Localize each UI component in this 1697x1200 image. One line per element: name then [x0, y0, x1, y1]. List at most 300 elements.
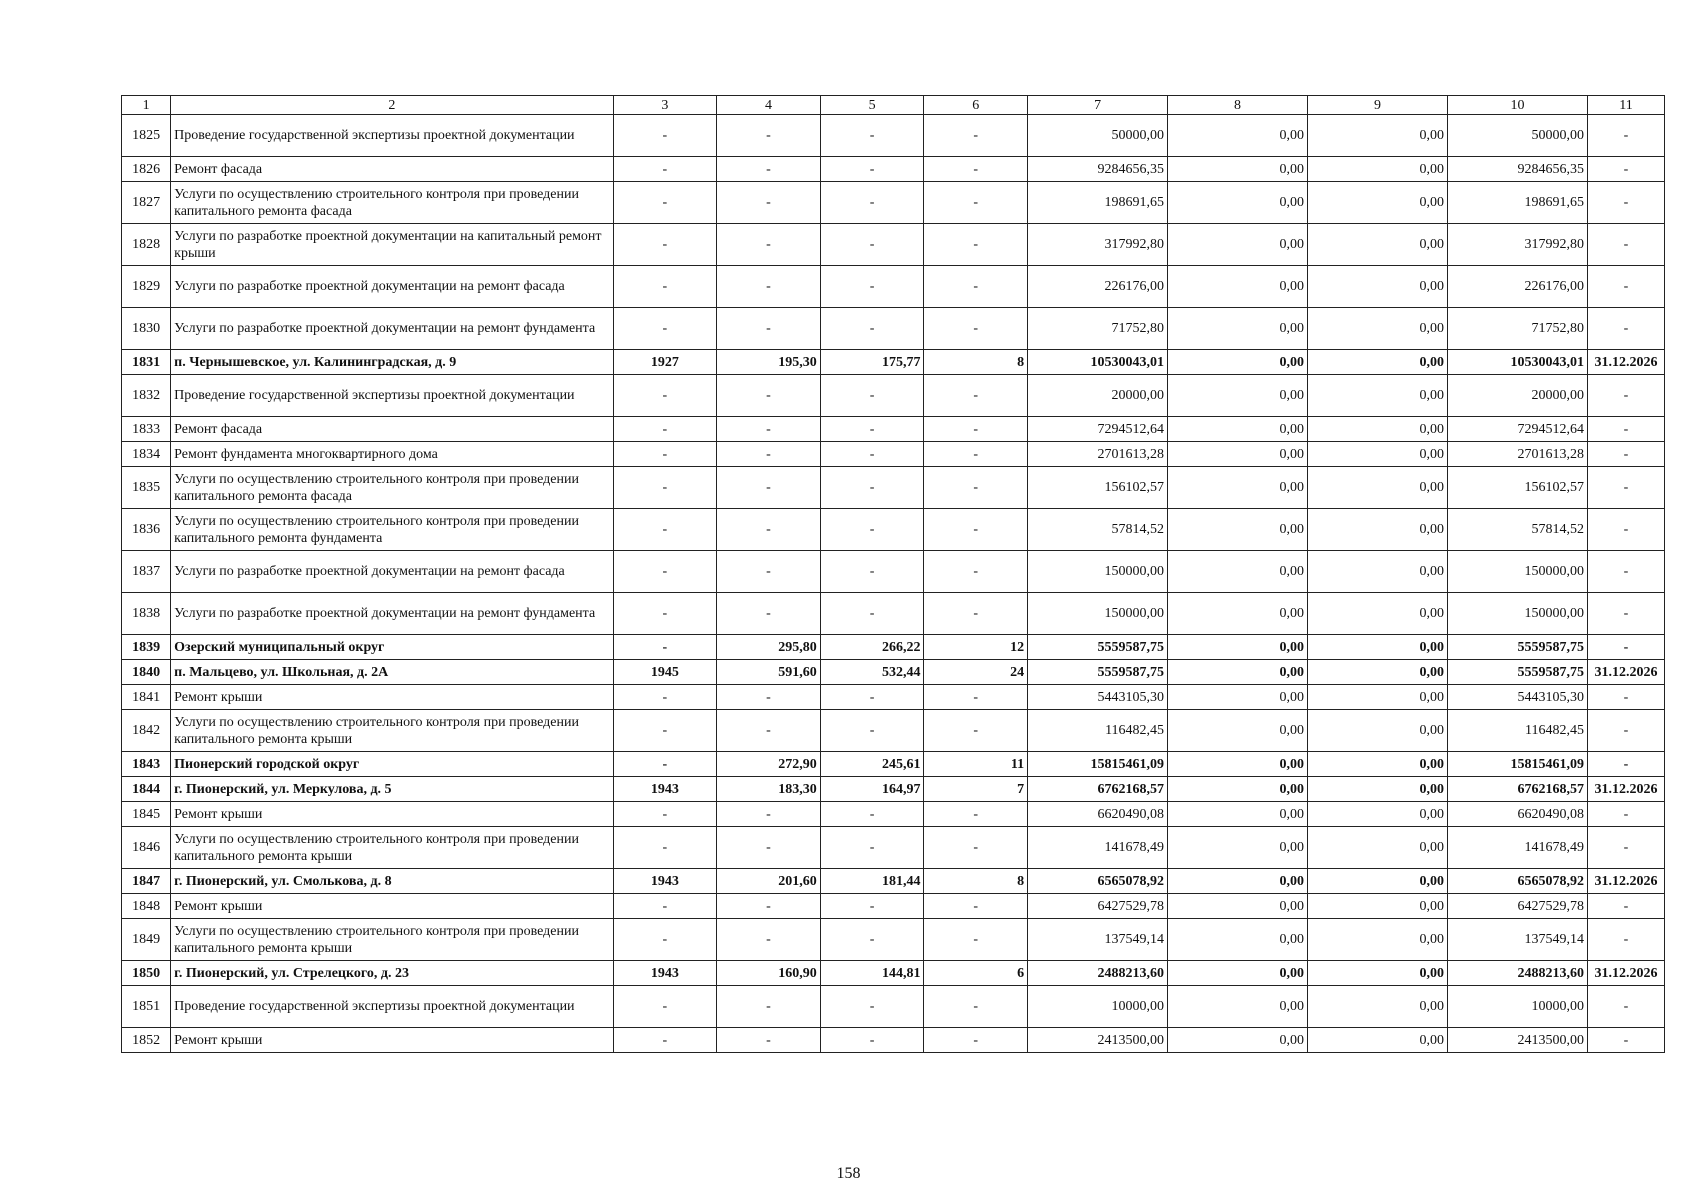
- work-description-cell: Услуги по осуществлению строительного контроля при проведении капитального ремонта крыши: [171, 919, 613, 961]
- residents-count-cell: -: [924, 919, 1028, 961]
- cost-budget-cell: 0,00: [1308, 752, 1448, 777]
- build-year-cell: -: [613, 442, 717, 467]
- build-year-cell: -: [613, 635, 717, 660]
- area-living-cell: 175,77: [820, 350, 924, 375]
- row-number-cell: 1836: [122, 509, 171, 551]
- cost-fund-cell: 0,00: [1168, 417, 1308, 442]
- completion-date-cell: -: [1587, 182, 1664, 224]
- area-total-cell: -: [717, 551, 821, 593]
- area-total-cell: -: [717, 182, 821, 224]
- cost-budget-cell: 0,00: [1308, 115, 1448, 157]
- column-header: 8: [1168, 96, 1308, 115]
- cost-total-cell: 10000,00: [1028, 986, 1168, 1028]
- work-description-cell: Услуги по разработке проектной документации на ремонт фасада: [171, 266, 613, 308]
- cost-budget-cell: 0,00: [1308, 802, 1448, 827]
- cost-fund-cell: 0,00: [1168, 157, 1308, 182]
- area-living-cell: -: [820, 593, 924, 635]
- page-number: 158: [836, 1165, 861, 1182]
- residents-count-cell: -: [924, 308, 1028, 350]
- column-header: 3: [613, 96, 717, 115]
- area-total-cell: -: [717, 157, 821, 182]
- completion-date-cell: 31.12.2026: [1587, 660, 1664, 685]
- completion-date-cell: -: [1587, 551, 1664, 593]
- row-number-cell: 1844: [122, 777, 171, 802]
- area-total-cell: -: [717, 685, 821, 710]
- work-description-cell: Ремонт крыши: [171, 685, 613, 710]
- residents-count-cell: 24: [924, 660, 1028, 685]
- area-living-cell: -: [820, 115, 924, 157]
- area-total-cell: 201,60: [717, 869, 821, 894]
- build-year-cell: -: [613, 593, 717, 635]
- residents-count-cell: -: [924, 710, 1028, 752]
- build-year-cell: -: [613, 182, 717, 224]
- cost-owners-cell: 116482,45: [1447, 710, 1587, 752]
- completion-date-cell: -: [1587, 752, 1664, 777]
- completion-date-cell: -: [1587, 442, 1664, 467]
- area-living-cell: -: [820, 802, 924, 827]
- cost-owners-cell: 2701613,28: [1447, 442, 1587, 467]
- residents-count-cell: -: [924, 157, 1028, 182]
- area-total-cell: -: [717, 308, 821, 350]
- column-number-row: [122, 96, 1665, 115]
- row-number-cell: 1829: [122, 266, 171, 308]
- cost-budget-cell: 0,00: [1308, 710, 1448, 752]
- cost-fund-cell: 0,00: [1168, 752, 1308, 777]
- area-total-cell: -: [717, 1028, 821, 1053]
- cost-owners-cell: 50000,00: [1447, 115, 1587, 157]
- completion-date-cell: -: [1587, 802, 1664, 827]
- area-living-cell: -: [820, 442, 924, 467]
- area-total-cell: -: [717, 919, 821, 961]
- build-year-cell: -: [613, 685, 717, 710]
- build-year-cell: -: [613, 157, 717, 182]
- column-header: 1: [122, 96, 171, 115]
- capital-repair-table: [121, 95, 1665, 1053]
- cost-fund-cell: 0,00: [1168, 802, 1308, 827]
- cost-total-cell: 6620490,08: [1028, 802, 1168, 827]
- work-description-cell: п. Чернышевское, ул. Калининградская, д. 9: [171, 350, 613, 375]
- completion-date-cell: -: [1587, 986, 1664, 1028]
- area-total-cell: -: [717, 986, 821, 1028]
- column-header: 6: [924, 96, 1028, 115]
- residents-count-cell: -: [924, 266, 1028, 308]
- cost-budget-cell: 0,00: [1308, 635, 1448, 660]
- cost-budget-cell: 0,00: [1308, 308, 1448, 350]
- cost-total-cell: 156102,57: [1028, 467, 1168, 509]
- completion-date-cell: -: [1587, 635, 1664, 660]
- table-row: [122, 685, 1665, 710]
- table-row: [122, 375, 1665, 417]
- cost-owners-cell: 6762168,57: [1447, 777, 1587, 802]
- area-living-cell: -: [820, 710, 924, 752]
- row-number-cell: 1845: [122, 802, 171, 827]
- cost-owners-cell: 5559587,75: [1447, 635, 1587, 660]
- cost-owners-cell: 141678,49: [1447, 827, 1587, 869]
- cost-total-cell: 15815461,09: [1028, 752, 1168, 777]
- row-number-cell: 1851: [122, 986, 171, 1028]
- cost-budget-cell: 0,00: [1308, 551, 1448, 593]
- work-description-cell: г. Пионерский, ул. Смолькова, д. 8: [171, 869, 613, 894]
- area-living-cell: 144,81: [820, 961, 924, 986]
- completion-date-cell: 31.12.2026: [1587, 350, 1664, 375]
- row-number-cell: 1827: [122, 182, 171, 224]
- build-year-cell: 1927: [613, 350, 717, 375]
- area-living-cell: -: [820, 224, 924, 266]
- row-number-cell: 1840: [122, 660, 171, 685]
- cost-budget-cell: 0,00: [1308, 417, 1448, 442]
- completion-date-cell: 31.12.2026: [1587, 961, 1664, 986]
- work-description-cell: Услуги по осуществлению строительного контроля при проведении капитального ремонта фундамента: [171, 509, 613, 551]
- cost-fund-cell: 0,00: [1168, 961, 1308, 986]
- cost-owners-cell: 6620490,08: [1447, 802, 1587, 827]
- area-total-cell: -: [717, 224, 821, 266]
- cost-total-cell: 116482,45: [1028, 710, 1168, 752]
- area-living-cell: 164,97: [820, 777, 924, 802]
- cost-budget-cell: 0,00: [1308, 919, 1448, 961]
- area-living-cell: -: [820, 1028, 924, 1053]
- area-total-cell: 160,90: [717, 961, 821, 986]
- cost-fund-cell: 0,00: [1168, 115, 1308, 157]
- area-living-cell: -: [820, 509, 924, 551]
- build-year-cell: -: [613, 1028, 717, 1053]
- work-description-cell: Услуги по осуществлению строительного контроля при проведении капитального ремонта крыши: [171, 710, 613, 752]
- table-row: [122, 919, 1665, 961]
- residents-count-cell: -: [924, 467, 1028, 509]
- table-row: [122, 509, 1665, 551]
- residents-count-cell: -: [924, 685, 1028, 710]
- row-number-cell: 1848: [122, 894, 171, 919]
- cost-owners-cell: 10530043,01: [1447, 350, 1587, 375]
- completion-date-cell: -: [1587, 1028, 1664, 1053]
- table-row: [122, 635, 1665, 660]
- table-row: [122, 710, 1665, 752]
- cost-budget-cell: 0,00: [1308, 467, 1448, 509]
- work-description-cell: Проведение государственной экспертизы проектной документации: [171, 115, 613, 157]
- build-year-cell: -: [613, 752, 717, 777]
- cost-budget-cell: 0,00: [1308, 375, 1448, 417]
- cost-total-cell: 20000,00: [1028, 375, 1168, 417]
- row-number-cell: 1841: [122, 685, 171, 710]
- area-total-cell: -: [717, 467, 821, 509]
- area-living-cell: -: [820, 375, 924, 417]
- residents-count-cell: 8: [924, 350, 1028, 375]
- area-living-cell: 266,22: [820, 635, 924, 660]
- column-header: 5: [820, 96, 924, 115]
- cost-fund-cell: 0,00: [1168, 827, 1308, 869]
- cost-owners-cell: 10000,00: [1447, 986, 1587, 1028]
- column-header: 4: [717, 96, 821, 115]
- residents-count-cell: 7: [924, 777, 1028, 802]
- column-header: 11: [1587, 96, 1664, 115]
- cost-fund-cell: 0,00: [1168, 660, 1308, 685]
- cost-owners-cell: 137549,14: [1447, 919, 1587, 961]
- row-number-cell: 1828: [122, 224, 171, 266]
- area-total-cell: 591,60: [717, 660, 821, 685]
- completion-date-cell: -: [1587, 308, 1664, 350]
- work-description-cell: Услуги по осуществлению строительного контроля при проведении капитального ремонта фасада: [171, 182, 613, 224]
- area-total-cell: -: [717, 417, 821, 442]
- cost-budget-cell: 0,00: [1308, 593, 1448, 635]
- area-total-cell: -: [717, 827, 821, 869]
- row-number-cell: 1842: [122, 710, 171, 752]
- cost-fund-cell: 0,00: [1168, 919, 1308, 961]
- completion-date-cell: -: [1587, 827, 1664, 869]
- cost-total-cell: 2488213,60: [1028, 961, 1168, 986]
- table-row: [122, 802, 1665, 827]
- cost-fund-cell: 0,00: [1168, 986, 1308, 1028]
- residents-count-cell: -: [924, 417, 1028, 442]
- cost-fund-cell: 0,00: [1168, 308, 1308, 350]
- cost-budget-cell: 0,00: [1308, 777, 1448, 802]
- completion-date-cell: -: [1587, 919, 1664, 961]
- build-year-cell: -: [613, 224, 717, 266]
- build-year-cell: -: [613, 551, 717, 593]
- work-description-cell: Услуги по осуществлению строительного контроля при проведении капитального ремонта фасада: [171, 467, 613, 509]
- area-living-cell: -: [820, 467, 924, 509]
- residents-count-cell: -: [924, 986, 1028, 1028]
- area-living-cell: -: [820, 827, 924, 869]
- cost-total-cell: 57814,52: [1028, 509, 1168, 551]
- table-row: [122, 827, 1665, 869]
- completion-date-cell: -: [1587, 375, 1664, 417]
- area-total-cell: 183,30: [717, 777, 821, 802]
- cost-budget-cell: 0,00: [1308, 350, 1448, 375]
- cost-budget-cell: 0,00: [1308, 224, 1448, 266]
- build-year-cell: -: [613, 894, 717, 919]
- cost-fund-cell: 0,00: [1168, 894, 1308, 919]
- cost-owners-cell: 5559587,75: [1447, 660, 1587, 685]
- work-description-cell: Услуги по разработке проектной документации на капитальный ремонт крыши: [171, 224, 613, 266]
- table-row: [122, 182, 1665, 224]
- work-description-cell: г. Пионерский, ул. Стрелецкого, д. 23: [171, 961, 613, 986]
- column-header: 2: [171, 96, 613, 115]
- build-year-cell: -: [613, 802, 717, 827]
- area-total-cell: -: [717, 710, 821, 752]
- area-living-cell: 181,44: [820, 869, 924, 894]
- area-living-cell: -: [820, 685, 924, 710]
- cost-budget-cell: 0,00: [1308, 1028, 1448, 1053]
- cost-total-cell: 10530043,01: [1028, 350, 1168, 375]
- residents-count-cell: -: [924, 375, 1028, 417]
- cost-owners-cell: 6427529,78: [1447, 894, 1587, 919]
- cost-fund-cell: 0,00: [1168, 635, 1308, 660]
- document-sheet: [121, 95, 1665, 1053]
- work-description-cell: Услуги по разработке проектной документации на ремонт фундамента: [171, 308, 613, 350]
- row-number-cell: 1837: [122, 551, 171, 593]
- residents-count-cell: -: [924, 1028, 1028, 1053]
- cost-fund-cell: 0,00: [1168, 593, 1308, 635]
- cost-fund-cell: 0,00: [1168, 350, 1308, 375]
- cost-total-cell: 5443105,30: [1028, 685, 1168, 710]
- row-number-cell: 1847: [122, 869, 171, 894]
- build-year-cell: 1943: [613, 777, 717, 802]
- completion-date-cell: -: [1587, 593, 1664, 635]
- area-total-cell: -: [717, 509, 821, 551]
- row-number-cell: 1831: [122, 350, 171, 375]
- area-total-cell: -: [717, 442, 821, 467]
- cost-owners-cell: 2488213,60: [1447, 961, 1587, 986]
- table-row: [122, 350, 1665, 375]
- cost-total-cell: 150000,00: [1028, 593, 1168, 635]
- cost-fund-cell: 0,00: [1168, 509, 1308, 551]
- cost-total-cell: 5559587,75: [1028, 660, 1168, 685]
- table-row: [122, 777, 1665, 802]
- build-year-cell: -: [613, 115, 717, 157]
- area-living-cell: -: [820, 894, 924, 919]
- cost-budget-cell: 0,00: [1308, 685, 1448, 710]
- table-row: [122, 551, 1665, 593]
- cost-total-cell: 2413500,00: [1028, 1028, 1168, 1053]
- table-row: [122, 266, 1665, 308]
- completion-date-cell: -: [1587, 509, 1664, 551]
- table-row: [122, 986, 1665, 1028]
- table-row: [122, 869, 1665, 894]
- residents-count-cell: -: [924, 894, 1028, 919]
- table-row: [122, 593, 1665, 635]
- cost-budget-cell: 0,00: [1308, 157, 1448, 182]
- area-living-cell: 532,44: [820, 660, 924, 685]
- work-description-cell: п. Мальцево, ул. Школьная, д. 2А: [171, 660, 613, 685]
- row-number-cell: 1832: [122, 375, 171, 417]
- table-row: [122, 115, 1665, 157]
- cost-owners-cell: 2413500,00: [1447, 1028, 1587, 1053]
- cost-total-cell: 6565078,92: [1028, 869, 1168, 894]
- cost-fund-cell: 0,00: [1168, 551, 1308, 593]
- completion-date-cell: -: [1587, 417, 1664, 442]
- row-number-cell: 1846: [122, 827, 171, 869]
- area-living-cell: -: [820, 551, 924, 593]
- cost-owners-cell: 5443105,30: [1447, 685, 1587, 710]
- build-year-cell: -: [613, 509, 717, 551]
- area-living-cell: -: [820, 182, 924, 224]
- residents-count-cell: -: [924, 551, 1028, 593]
- residents-count-cell: -: [924, 509, 1028, 551]
- residents-count-cell: 6: [924, 961, 1028, 986]
- area-living-cell: -: [820, 157, 924, 182]
- completion-date-cell: -: [1587, 266, 1664, 308]
- residents-count-cell: -: [924, 593, 1028, 635]
- residents-count-cell: -: [924, 182, 1028, 224]
- build-year-cell: 1943: [613, 869, 717, 894]
- cost-fund-cell: 0,00: [1168, 710, 1308, 752]
- work-description-cell: Ремонт крыши: [171, 1028, 613, 1053]
- build-year-cell: -: [613, 710, 717, 752]
- completion-date-cell: -: [1587, 894, 1664, 919]
- cost-owners-cell: 6565078,92: [1447, 869, 1587, 894]
- cost-fund-cell: 0,00: [1168, 224, 1308, 266]
- cost-fund-cell: 0,00: [1168, 467, 1308, 509]
- cost-owners-cell: 57814,52: [1447, 509, 1587, 551]
- cost-fund-cell: 0,00: [1168, 182, 1308, 224]
- row-number-cell: 1834: [122, 442, 171, 467]
- cost-owners-cell: 226176,00: [1447, 266, 1587, 308]
- residents-count-cell: -: [924, 802, 1028, 827]
- cost-owners-cell: 198691,65: [1447, 182, 1587, 224]
- cost-budget-cell: 0,00: [1308, 266, 1448, 308]
- area-living-cell: -: [820, 986, 924, 1028]
- work-description-cell: Услуги по разработке проектной документации на ремонт фасада: [171, 551, 613, 593]
- row-number-cell: 1839: [122, 635, 171, 660]
- cost-total-cell: 6762168,57: [1028, 777, 1168, 802]
- cost-fund-cell: 0,00: [1168, 266, 1308, 308]
- cost-budget-cell: 0,00: [1308, 986, 1448, 1028]
- build-year-cell: -: [613, 986, 717, 1028]
- cost-fund-cell: 0,00: [1168, 869, 1308, 894]
- cost-total-cell: 198691,65: [1028, 182, 1168, 224]
- table-row: [122, 1028, 1665, 1053]
- area-total-cell: 195,30: [717, 350, 821, 375]
- cost-budget-cell: 0,00: [1308, 827, 1448, 869]
- build-year-cell: -: [613, 266, 717, 308]
- completion-date-cell: -: [1587, 115, 1664, 157]
- area-living-cell: -: [820, 266, 924, 308]
- residents-count-cell: -: [924, 224, 1028, 266]
- cost-owners-cell: 71752,80: [1447, 308, 1587, 350]
- cost-owners-cell: 9284656,35: [1447, 157, 1587, 182]
- cost-owners-cell: 156102,57: [1447, 467, 1587, 509]
- cost-fund-cell: 0,00: [1168, 777, 1308, 802]
- residents-count-cell: -: [924, 442, 1028, 467]
- completion-date-cell: -: [1587, 685, 1664, 710]
- column-header: 10: [1447, 96, 1587, 115]
- cost-total-cell: 317992,80: [1028, 224, 1168, 266]
- row-number-cell: 1833: [122, 417, 171, 442]
- cost-total-cell: 6427529,78: [1028, 894, 1168, 919]
- build-year-cell: 1945: [613, 660, 717, 685]
- table-body: [122, 115, 1665, 1053]
- area-total-cell: -: [717, 802, 821, 827]
- table-row: [122, 752, 1665, 777]
- table-row: [122, 417, 1665, 442]
- cost-fund-cell: 0,00: [1168, 375, 1308, 417]
- cost-fund-cell: 0,00: [1168, 442, 1308, 467]
- work-description-cell: Ремонт фасада: [171, 417, 613, 442]
- area-total-cell: -: [717, 375, 821, 417]
- cost-budget-cell: 0,00: [1308, 961, 1448, 986]
- cost-budget-cell: 0,00: [1308, 182, 1448, 224]
- build-year-cell: -: [613, 467, 717, 509]
- area-living-cell: -: [820, 919, 924, 961]
- build-year-cell: -: [613, 919, 717, 961]
- row-number-cell: 1850: [122, 961, 171, 986]
- cost-total-cell: 5559587,75: [1028, 635, 1168, 660]
- build-year-cell: -: [613, 308, 717, 350]
- table-row: [122, 961, 1665, 986]
- work-description-cell: Ремонт крыши: [171, 894, 613, 919]
- cost-budget-cell: 0,00: [1308, 894, 1448, 919]
- work-description-cell: Пионерский городской округ: [171, 752, 613, 777]
- build-year-cell: -: [613, 375, 717, 417]
- row-number-cell: 1852: [122, 1028, 171, 1053]
- residents-count-cell: -: [924, 827, 1028, 869]
- cost-total-cell: 50000,00: [1028, 115, 1168, 157]
- work-description-cell: Ремонт крыши: [171, 802, 613, 827]
- area-total-cell: -: [717, 894, 821, 919]
- cost-total-cell: 9284656,35: [1028, 157, 1168, 182]
- cost-fund-cell: 0,00: [1168, 685, 1308, 710]
- area-total-cell: 272,90: [717, 752, 821, 777]
- build-year-cell: -: [613, 827, 717, 869]
- work-description-cell: Проведение государственной экспертизы проектной документации: [171, 375, 613, 417]
- table-row: [122, 157, 1665, 182]
- cost-owners-cell: 150000,00: [1447, 593, 1587, 635]
- completion-date-cell: -: [1587, 224, 1664, 266]
- work-description-cell: Услуги по осуществлению строительного контроля при проведении капитального ремонта крыши: [171, 827, 613, 869]
- work-description-cell: Ремонт фасада: [171, 157, 613, 182]
- cost-total-cell: 226176,00: [1028, 266, 1168, 308]
- cost-owners-cell: 150000,00: [1447, 551, 1587, 593]
- cost-total-cell: 7294512,64: [1028, 417, 1168, 442]
